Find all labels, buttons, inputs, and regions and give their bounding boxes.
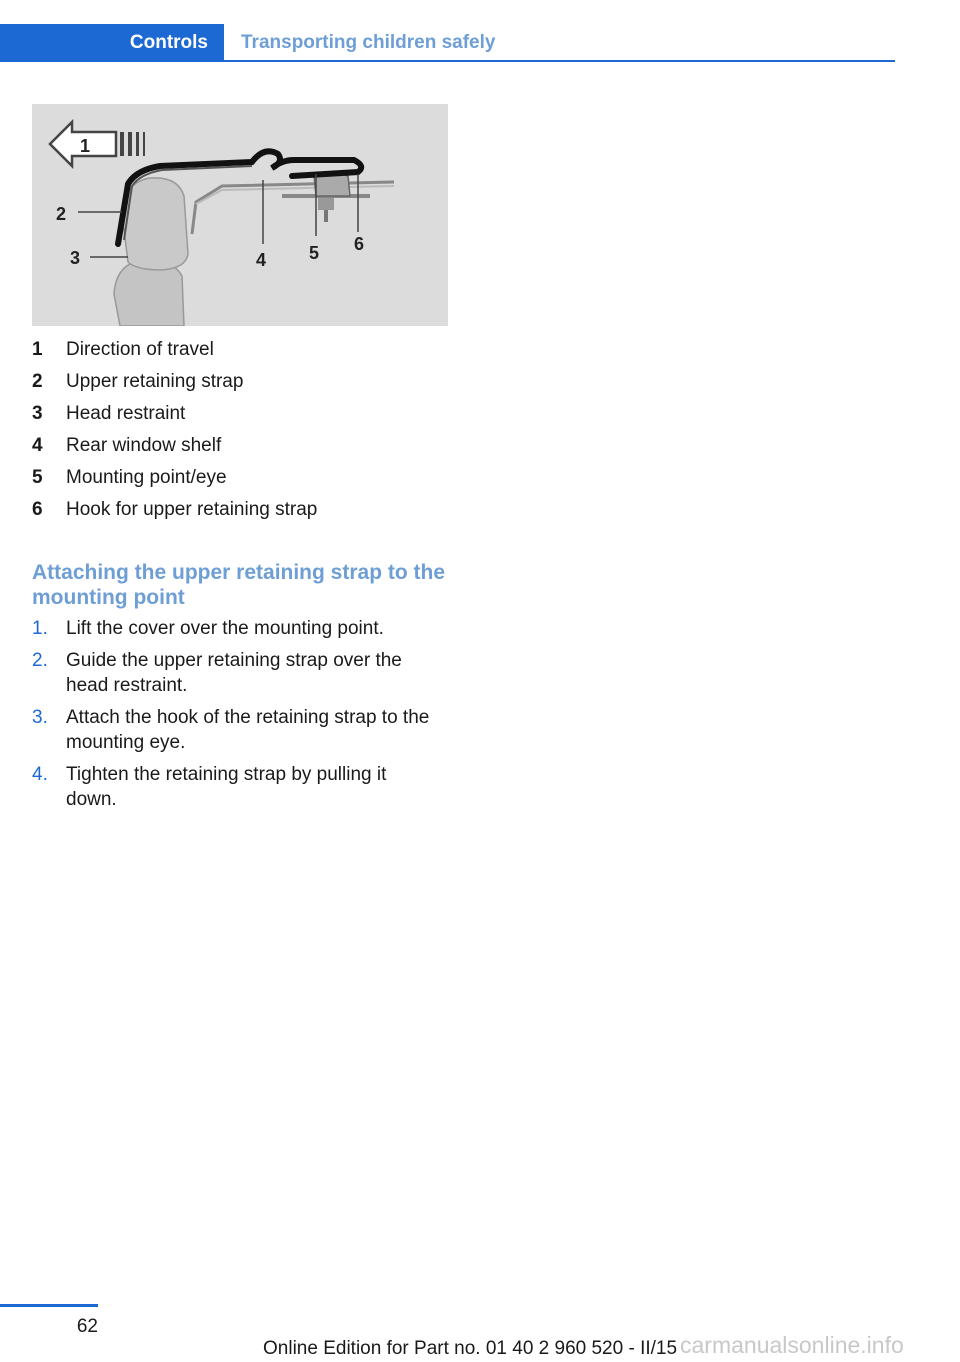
mounting-bolt — [324, 210, 328, 222]
callout-6: 6 — [354, 234, 365, 254]
callout-4: 4 — [256, 250, 267, 270]
header-section-tab: Controls — [0, 24, 224, 62]
legend-item — [32, 464, 452, 496]
legend-item — [32, 400, 452, 432]
callout-1: 1 — [80, 136, 91, 156]
legend-text: Direction of travel — [66, 339, 214, 360]
legend-text: Mounting point/eye — [66, 467, 227, 488]
arrow-tail-bar — [136, 132, 139, 156]
step-item — [32, 648, 432, 698]
legend-number: 1 — [32, 339, 43, 360]
figure-legend — [32, 336, 452, 528]
watermark: carmanualsonline.info — [680, 1332, 904, 1358]
step-number: 3. — [32, 707, 48, 728]
step-text: Attach the hook of the retaining strap to the mounting eye. — [66, 707, 430, 753]
edition-line: Online Edition for Part no. 01 40 2 960 520 - II/15 — [263, 1338, 678, 1359]
step-text: Guide the upper retaining strap over the head restraint. — [66, 650, 402, 696]
legend-text: Hook for upper retaining strap — [66, 499, 318, 520]
step-number: 1. — [32, 618, 48, 639]
arrow-tail-bar — [143, 132, 145, 156]
callout-3: 3 — [70, 248, 81, 268]
header-chapter-title: Transporting children safely — [241, 32, 496, 53]
legend-number: 4 — [32, 435, 43, 456]
mounting-eye-shape — [318, 198, 334, 210]
section-heading: Attaching the upper retaining strap to the mounting point — [32, 561, 446, 609]
step-number: 4. — [32, 764, 48, 785]
arrow-tail-bar — [120, 132, 124, 156]
legend-item — [32, 336, 452, 368]
step-item — [32, 705, 432, 755]
footer-rule — [0, 1304, 98, 1307]
step-item — [32, 616, 432, 641]
legend-number: 2 — [32, 371, 43, 392]
step-item — [32, 762, 432, 812]
step-text: Tighten the retaining strap by pulling it down. — [66, 764, 387, 810]
callout-2: 2 — [56, 204, 67, 224]
legend-number: 3 — [32, 403, 43, 424]
strap-diagram — [32, 104, 448, 326]
callout-5: 5 — [309, 243, 320, 263]
legend-number: 5 — [32, 467, 43, 488]
step-number: 2. — [32, 650, 48, 671]
legend-text: Rear window shelf — [66, 435, 222, 456]
legend-text: Upper retaining strap — [66, 371, 244, 392]
page-header — [0, 24, 895, 62]
instruction-steps — [32, 616, 432, 819]
step-text: Lift the cover over the mounting point. — [66, 618, 384, 639]
legend-text: Head restraint — [66, 403, 186, 424]
legend-item — [32, 368, 452, 400]
header-rule — [224, 60, 895, 62]
legend-number: 6 — [32, 499, 43, 520]
page-number: 62 — [76, 1316, 98, 1337]
legend-item — [32, 496, 452, 528]
strap-illustration — [32, 104, 448, 326]
legend-item — [32, 432, 452, 464]
arrow-tail-bar — [128, 132, 132, 156]
